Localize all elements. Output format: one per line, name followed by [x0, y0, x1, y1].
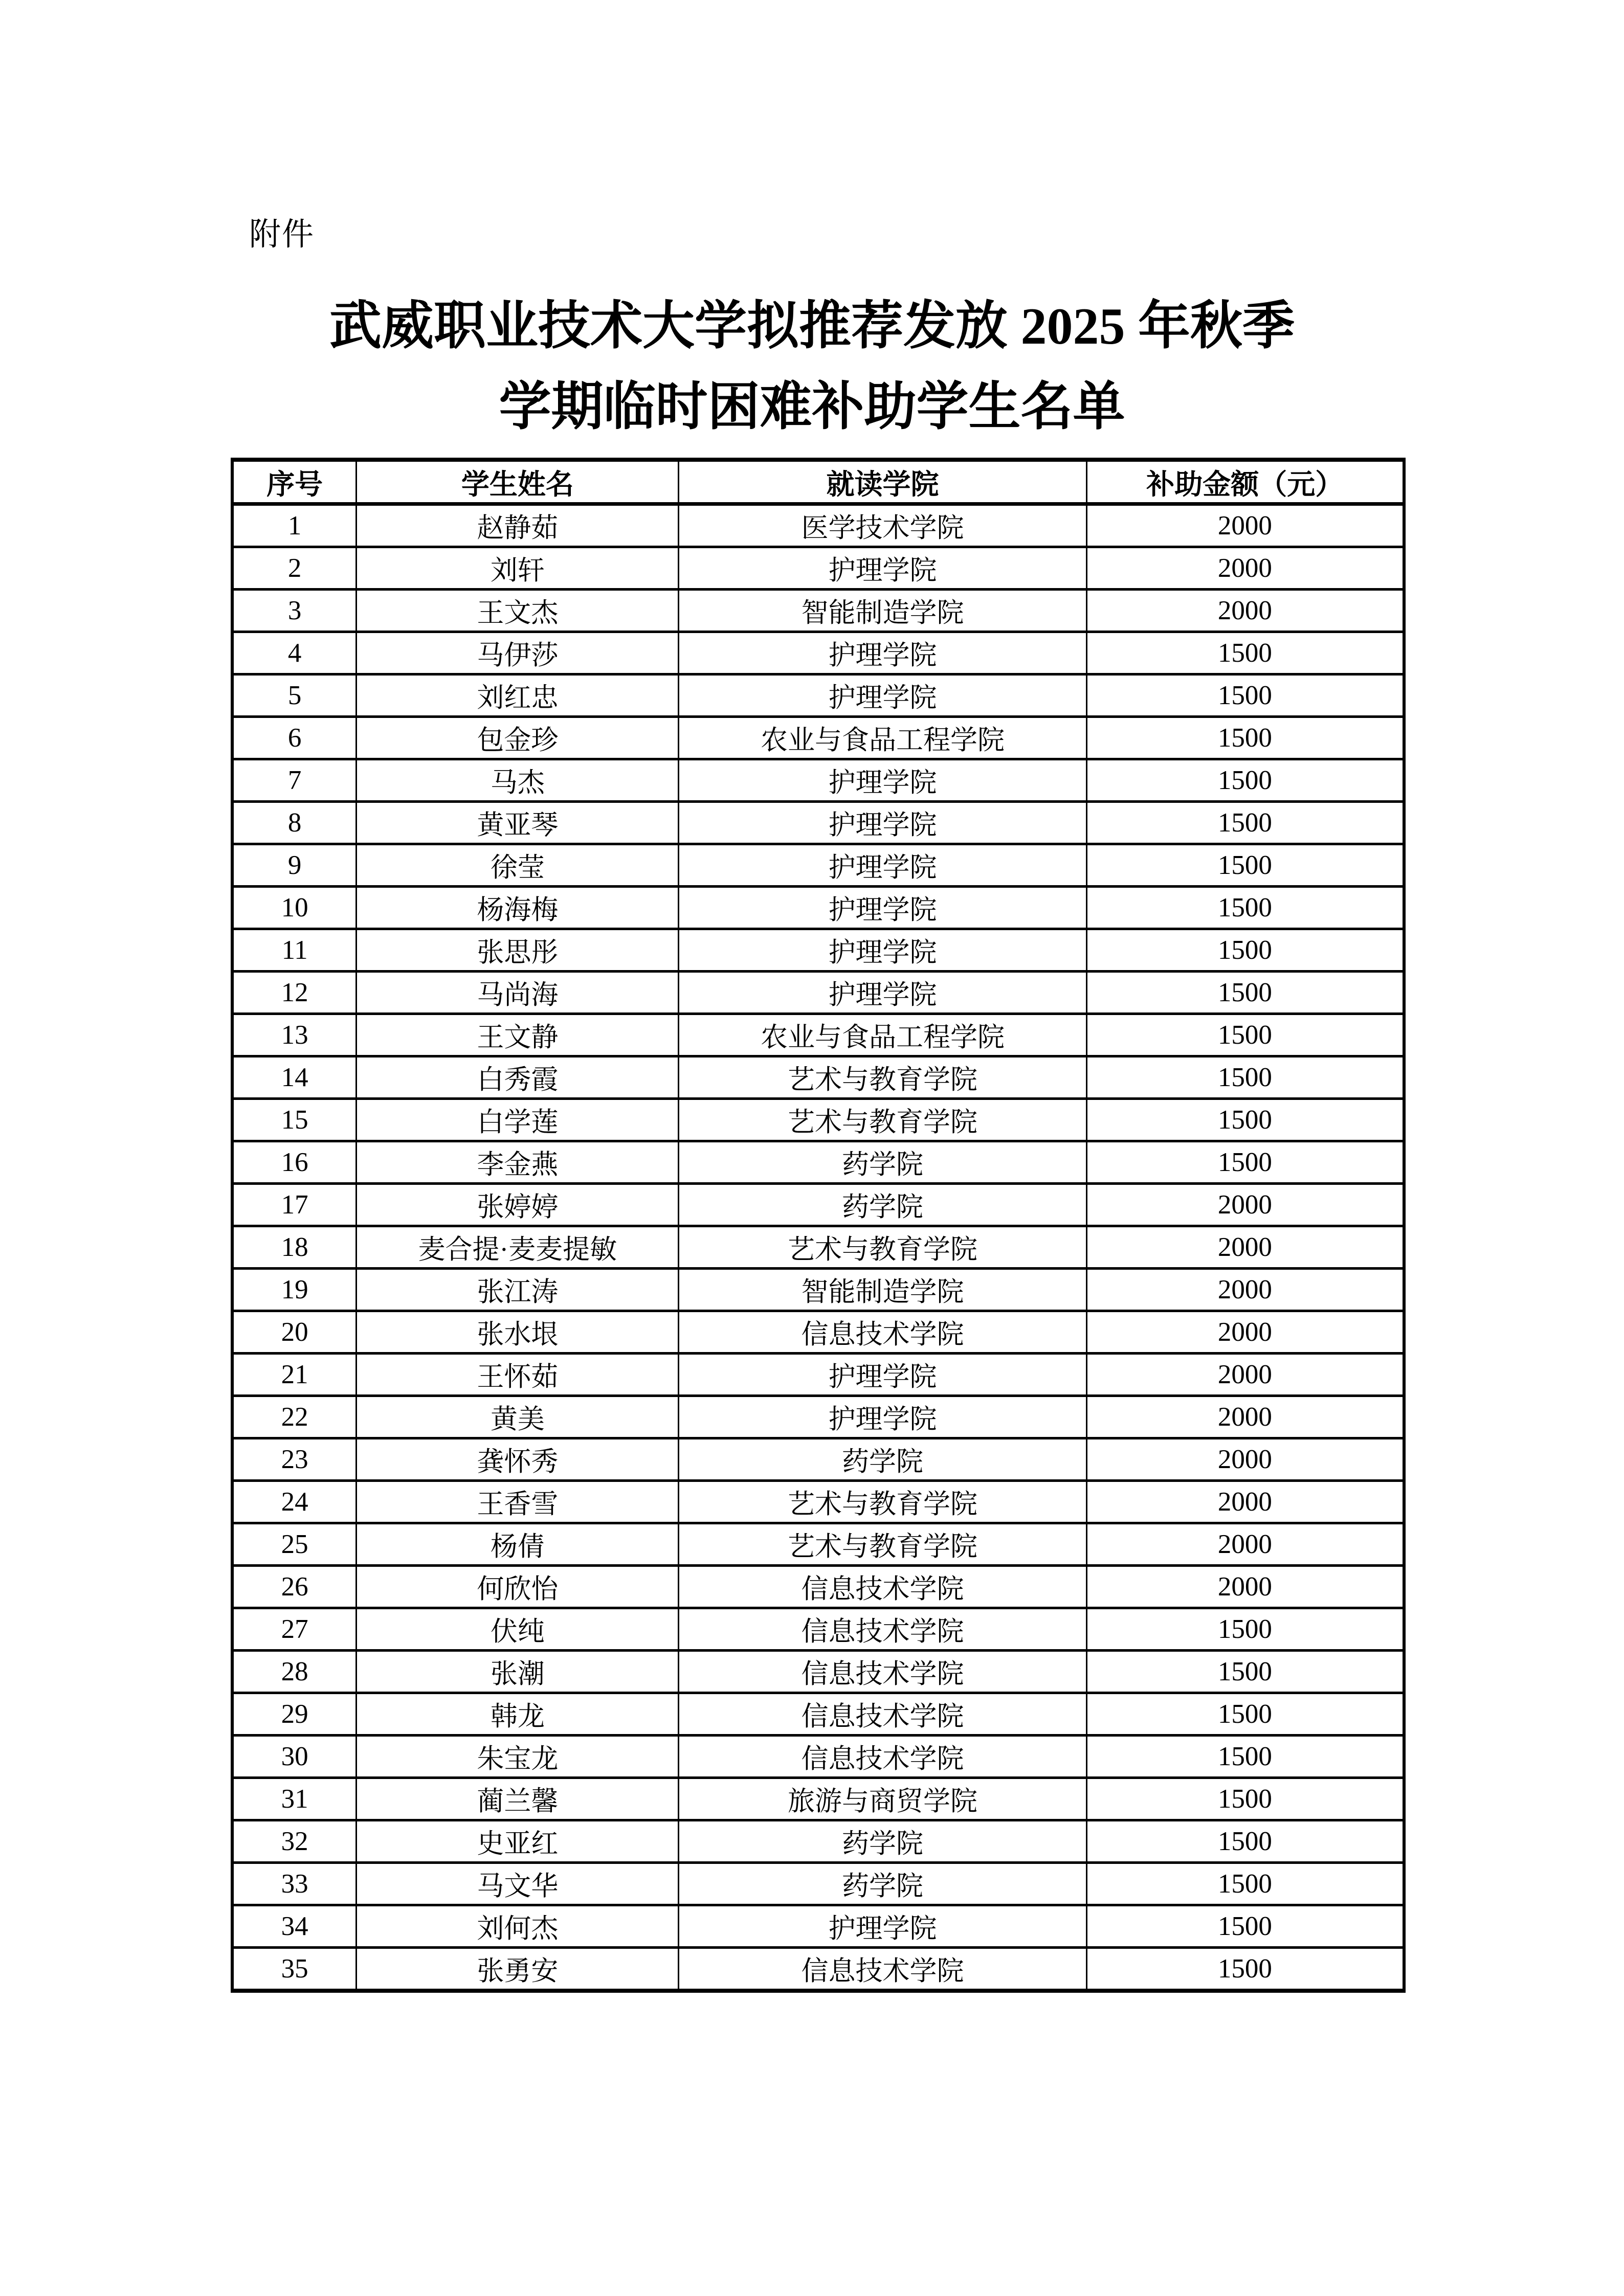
cell-student-name: 龚怀秀	[357, 1438, 679, 1481]
table-row	[232, 1354, 1404, 1396]
table-row	[232, 1651, 1404, 1693]
cell-college: 护理学院	[679, 972, 1086, 1014]
cell-student-name: 蔺兰馨	[357, 1778, 679, 1820]
cell-college: 护理学院	[679, 887, 1086, 929]
cell-student-name: 王文杰	[357, 590, 679, 632]
cell-subsidy-amount: 2000	[1086, 1396, 1404, 1438]
cell-college: 护理学院	[679, 929, 1086, 972]
cell-serial: 19	[232, 1269, 357, 1311]
cell-subsidy-amount: 1500	[1086, 929, 1404, 972]
cell-serial: 6	[232, 717, 357, 759]
cell-subsidy-amount: 1500	[1086, 759, 1404, 802]
cell-serial: 7	[232, 759, 357, 802]
cell-subsidy-amount: 1500	[1086, 1693, 1404, 1736]
cell-serial: 18	[232, 1226, 357, 1269]
table-row	[232, 1566, 1404, 1608]
cell-subsidy-amount: 1500	[1086, 1014, 1404, 1056]
cell-college: 护理学院	[679, 674, 1086, 717]
cell-subsidy-amount: 1500	[1086, 1948, 1404, 1991]
cell-serial: 17	[232, 1184, 357, 1226]
table-row	[232, 1099, 1404, 1141]
cell-serial: 3	[232, 590, 357, 632]
attachment-label: 附件	[249, 217, 315, 252]
cell-subsidy-amount: 1500	[1086, 1778, 1404, 1820]
cell-serial: 35	[232, 1948, 357, 1991]
cell-student-name: 王文静	[357, 1014, 679, 1056]
cell-college: 信息技术学院	[679, 1693, 1086, 1736]
document-title	[0, 286, 1624, 448]
cell-student-name: 包金珍	[357, 717, 679, 759]
cell-subsidy-amount: 2000	[1086, 547, 1404, 590]
cell-college: 信息技术学院	[679, 1948, 1086, 1991]
cell-subsidy-amount: 1500	[1086, 1736, 1404, 1778]
table-row	[232, 1693, 1404, 1736]
cell-serial: 25	[232, 1523, 357, 1566]
cell-subsidy-amount: 1500	[1086, 1141, 1404, 1184]
cell-college: 护理学院	[679, 844, 1086, 887]
cell-college: 艺术与教育学院	[679, 1481, 1086, 1523]
cell-serial: 30	[232, 1736, 357, 1778]
cell-student-name: 史亚红	[357, 1820, 679, 1863]
table-row	[232, 1863, 1404, 1905]
cell-college: 药学院	[679, 1184, 1086, 1226]
cell-serial: 9	[232, 844, 357, 887]
cell-serial: 20	[232, 1311, 357, 1354]
header-college: 就读学院	[679, 460, 1086, 504]
cell-college: 艺术与教育学院	[679, 1226, 1086, 1269]
cell-student-name: 麦合提·麦麦提敏	[357, 1226, 679, 1269]
cell-student-name: 赵静茹	[357, 504, 679, 547]
cell-serial: 23	[232, 1438, 357, 1481]
cell-serial: 13	[232, 1014, 357, 1056]
cell-student-name: 刘何杰	[357, 1905, 679, 1948]
cell-serial: 5	[232, 674, 357, 717]
cell-student-name: 韩龙	[357, 1693, 679, 1736]
table-row	[232, 1184, 1404, 1226]
table-row	[232, 504, 1404, 547]
table-row	[232, 1736, 1404, 1778]
cell-serial: 27	[232, 1608, 357, 1651]
cell-subsidy-amount: 2000	[1086, 1354, 1404, 1396]
cell-subsidy-amount: 1500	[1086, 632, 1404, 674]
table-row	[232, 1396, 1404, 1438]
table-row	[232, 972, 1404, 1014]
cell-student-name: 杨倩	[357, 1523, 679, 1566]
cell-subsidy-amount: 1500	[1086, 1608, 1404, 1651]
cell-subsidy-amount: 2000	[1086, 1269, 1404, 1311]
cell-subsidy-amount: 1500	[1086, 717, 1404, 759]
cell-student-name: 张婷婷	[357, 1184, 679, 1226]
cell-student-name: 朱宝龙	[357, 1736, 679, 1778]
table-row	[232, 547, 1404, 590]
cell-college: 护理学院	[679, 547, 1086, 590]
cell-college: 艺术与教育学院	[679, 1099, 1086, 1141]
table-row	[232, 590, 1404, 632]
cell-college: 智能制造学院	[679, 590, 1086, 632]
cell-college: 艺术与教育学院	[679, 1523, 1086, 1566]
cell-subsidy-amount: 1500	[1086, 1863, 1404, 1905]
cell-serial: 12	[232, 972, 357, 1014]
cell-college: 农业与食品工程学院	[679, 1014, 1086, 1056]
cell-subsidy-amount: 1500	[1086, 844, 1404, 887]
cell-serial: 15	[232, 1099, 357, 1141]
cell-college: 信息技术学院	[679, 1608, 1086, 1651]
cell-college: 艺术与教育学院	[679, 1056, 1086, 1099]
cell-subsidy-amount: 2000	[1086, 1566, 1404, 1608]
cell-serial: 21	[232, 1354, 357, 1396]
cell-serial: 33	[232, 1863, 357, 1905]
cell-serial: 28	[232, 1651, 357, 1693]
cell-serial: 22	[232, 1396, 357, 1438]
cell-subsidy-amount: 1500	[1086, 1056, 1404, 1099]
cell-student-name: 何欣怡	[357, 1566, 679, 1608]
cell-college: 农业与食品工程学院	[679, 717, 1086, 759]
cell-college: 护理学院	[679, 759, 1086, 802]
cell-student-name: 白秀霞	[357, 1056, 679, 1099]
cell-subsidy-amount: 1500	[1086, 1651, 1404, 1693]
table-row	[232, 759, 1404, 802]
cell-student-name: 马杰	[357, 759, 679, 802]
table-row	[232, 1523, 1404, 1566]
table-row	[232, 632, 1404, 674]
cell-subsidy-amount: 1500	[1086, 1905, 1404, 1948]
cell-subsidy-amount: 2000	[1086, 590, 1404, 632]
table-row	[232, 929, 1404, 972]
cell-subsidy-amount: 2000	[1086, 1481, 1404, 1523]
cell-college: 药学院	[679, 1141, 1086, 1184]
cell-subsidy-amount: 1500	[1086, 972, 1404, 1014]
table-row	[232, 1948, 1404, 1991]
table-row	[232, 1269, 1404, 1311]
table-row	[232, 887, 1404, 929]
cell-student-name: 刘轩	[357, 547, 679, 590]
cell-serial: 34	[232, 1905, 357, 1948]
cell-college: 信息技术学院	[679, 1566, 1086, 1608]
cell-student-name: 王香雪	[357, 1481, 679, 1523]
cell-serial: 14	[232, 1056, 357, 1099]
cell-subsidy-amount: 1500	[1086, 802, 1404, 844]
cell-subsidy-amount: 2000	[1086, 504, 1404, 547]
cell-serial: 2	[232, 547, 357, 590]
cell-college: 护理学院	[679, 1354, 1086, 1396]
cell-student-name: 伏纯	[357, 1608, 679, 1651]
table-row	[232, 1014, 1404, 1056]
cell-student-name: 张水垠	[357, 1311, 679, 1354]
cell-college: 信息技术学院	[679, 1736, 1086, 1778]
cell-college: 护理学院	[679, 632, 1086, 674]
cell-serial: 10	[232, 887, 357, 929]
title-line-1: 武威职业技术大学拟推荐发放 2025 年秋季	[329, 298, 1295, 355]
cell-serial: 24	[232, 1481, 357, 1523]
table-row	[232, 1226, 1404, 1269]
cell-college: 药学院	[679, 1438, 1086, 1481]
cell-subsidy-amount: 1500	[1086, 674, 1404, 717]
cell-student-name: 李金燕	[357, 1141, 679, 1184]
cell-college: 旅游与商贸学院	[679, 1778, 1086, 1820]
cell-subsidy-amount: 1500	[1086, 1099, 1404, 1141]
table-header-row	[232, 460, 1404, 504]
cell-student-name: 王怀茹	[357, 1354, 679, 1396]
table-row	[232, 717, 1404, 759]
cell-subsidy-amount: 2000	[1086, 1311, 1404, 1354]
cell-student-name: 白学莲	[357, 1099, 679, 1141]
title-line-2: 学期临时困难补助学生名单	[499, 378, 1125, 437]
table-row	[232, 1141, 1404, 1184]
cell-student-name: 马文华	[357, 1863, 679, 1905]
cell-college: 护理学院	[679, 802, 1086, 844]
table-row	[232, 1778, 1404, 1820]
cell-student-name: 张潮	[357, 1651, 679, 1693]
cell-college: 信息技术学院	[679, 1651, 1086, 1693]
cell-student-name: 刘红忠	[357, 674, 679, 717]
table-row	[232, 1056, 1404, 1099]
cell-student-name: 张江涛	[357, 1269, 679, 1311]
cell-subsidy-amount: 1500	[1086, 1820, 1404, 1863]
table-row	[232, 802, 1404, 844]
table-row	[232, 1311, 1404, 1354]
cell-serial: 8	[232, 802, 357, 844]
table-row	[232, 1608, 1404, 1651]
cell-college: 护理学院	[679, 1396, 1086, 1438]
table-row	[232, 844, 1404, 887]
table-body	[232, 504, 1404, 1991]
cell-subsidy-amount: 2000	[1086, 1523, 1404, 1566]
cell-serial: 26	[232, 1566, 357, 1608]
cell-serial: 16	[232, 1141, 357, 1184]
cell-college: 药学院	[679, 1820, 1086, 1863]
header-student-name: 学生姓名	[357, 460, 679, 504]
cell-student-name: 张思彤	[357, 929, 679, 972]
cell-serial: 1	[232, 504, 357, 547]
header-subsidy-amount: 补助金额（元）	[1086, 460, 1404, 504]
cell-subsidy-amount: 2000	[1086, 1438, 1404, 1481]
cell-serial: 4	[232, 632, 357, 674]
table-row	[232, 1438, 1404, 1481]
cell-student-name: 黄美	[357, 1396, 679, 1438]
table-row	[232, 1820, 1404, 1863]
table-row	[232, 674, 1404, 717]
table-row	[232, 1481, 1404, 1523]
cell-college: 智能制造学院	[679, 1269, 1086, 1311]
header-serial: 序号	[232, 460, 357, 504]
cell-college: 药学院	[679, 1863, 1086, 1905]
cell-student-name: 张勇安	[357, 1948, 679, 1991]
cell-serial: 11	[232, 929, 357, 972]
cell-student-name: 徐莹	[357, 844, 679, 887]
cell-serial: 29	[232, 1693, 357, 1736]
cell-college: 医学技术学院	[679, 504, 1086, 547]
cell-student-name: 马伊莎	[357, 632, 679, 674]
cell-subsidy-amount: 2000	[1086, 1226, 1404, 1269]
cell-serial: 32	[232, 1820, 357, 1863]
cell-student-name: 杨海梅	[357, 887, 679, 929]
cell-college: 信息技术学院	[679, 1311, 1086, 1354]
table-row	[232, 1905, 1404, 1948]
cell-student-name: 马尚海	[357, 972, 679, 1014]
subsidy-table	[231, 458, 1406, 1993]
cell-subsidy-amount: 1500	[1086, 887, 1404, 929]
cell-college: 护理学院	[679, 1905, 1086, 1948]
cell-subsidy-amount: 2000	[1086, 1184, 1404, 1226]
cell-student-name: 黄亚琴	[357, 802, 679, 844]
cell-serial: 31	[232, 1778, 357, 1820]
